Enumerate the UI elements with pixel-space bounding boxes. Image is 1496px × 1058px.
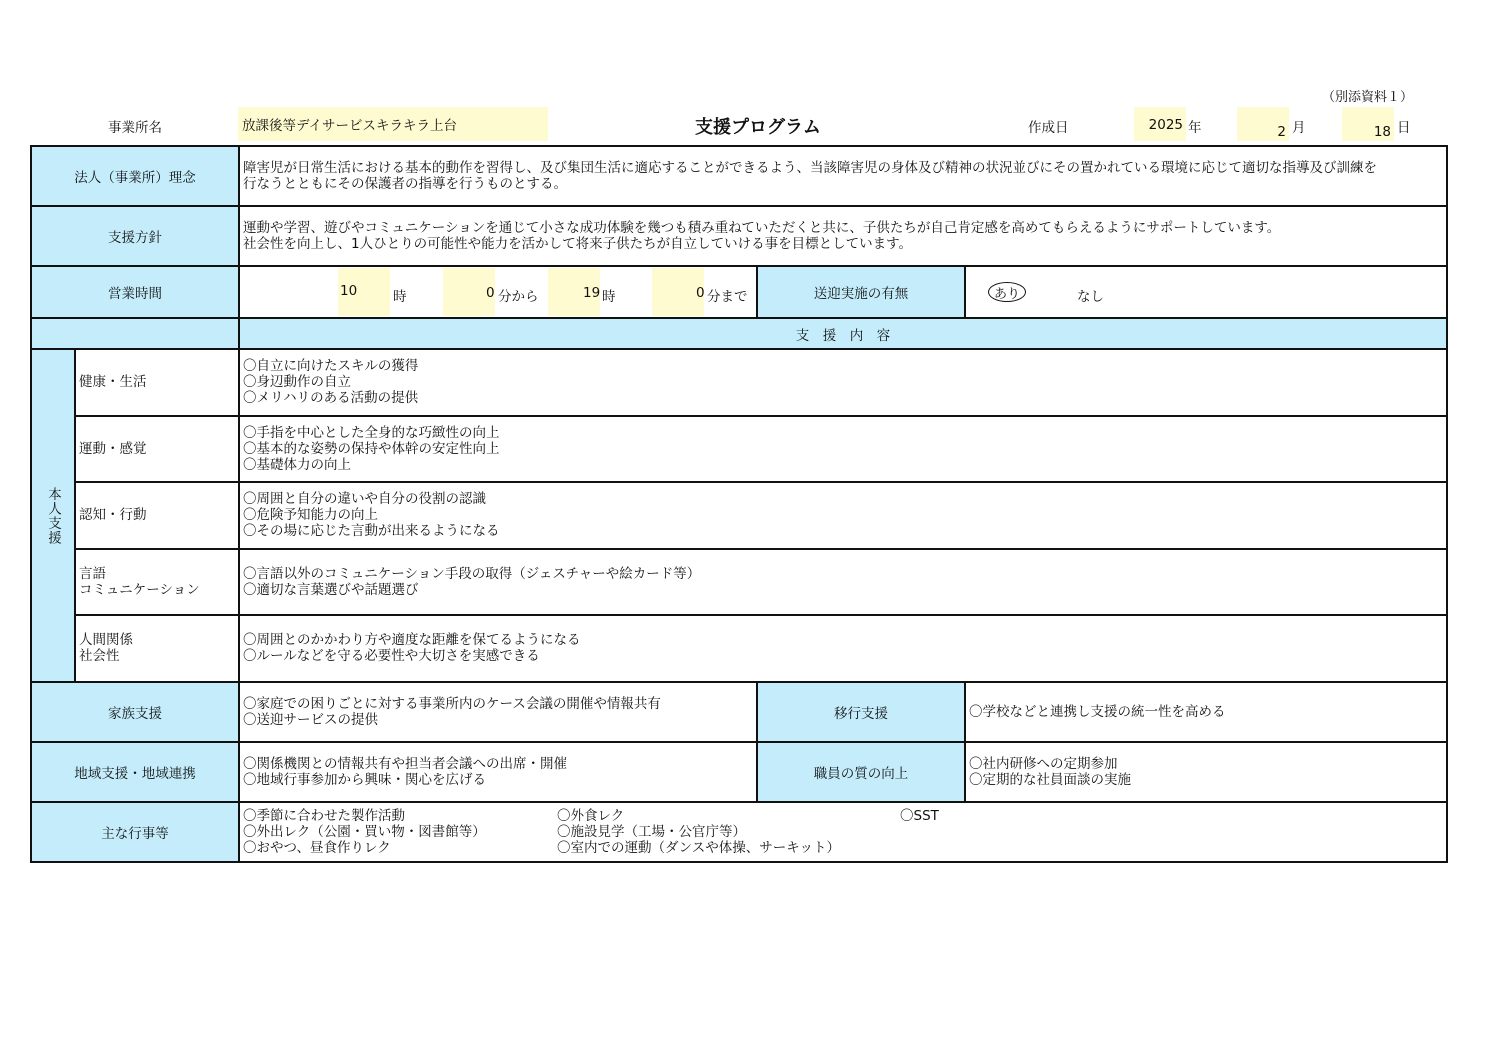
day-unit: 日 [1397,120,1411,136]
philosophy-label: 法人（事業所）理念 [74,170,196,186]
content-header-left-bg [31,318,239,349]
events-col3: 〇SST [900,808,939,824]
support-content-header: 支 援 内 容 [795,327,891,344]
hour-unit: 時 [393,289,407,305]
created-day-value: 18 [1373,124,1391,140]
office-label: 事業所名 [108,120,162,136]
personal-row-text: 〇自立に向けたスキルの獲得 〇身辺動作の自立 〇メリハリのある活動の提供 [243,358,419,406]
personal-row-label: 健康・生活 [79,374,147,390]
personal-row-label: 人間関係 社会性 [79,632,133,664]
personal-row-label: 認知・行動 [79,507,147,523]
community-support-label: 地域支援・地域連携 [74,766,196,782]
family-support-label: 家族支援 [108,706,162,722]
personal-support-label [31,349,75,682]
hours-label: 営業時間 [108,286,162,302]
community-support-text: 〇関係機関との情報共有や担当者会議への出席・開催 〇地域行事参加から興味・関心を広げる [243,756,567,788]
staff-quality-text: 〇社内研修への定期参加 〇定期的な社員面談の実施 [969,756,1131,788]
transport-yes-option[interactable] [988,282,1026,302]
created-month [1237,107,1289,141]
transport-yes-label: あり [993,286,1020,302]
personal-row-text: 〇周囲とのかかわり方や適度な距離を保てるようになる 〇ルールなどを守る必要性や大切さを実感できる [243,632,581,664]
transport-label: 送迎実施の有無 [813,286,909,302]
events-label: 主な行事等 [101,826,169,842]
from-unit: 分から [498,289,539,305]
office-name: 放課後等デイサービスキラキラ上台 [238,107,548,141]
events-col1: 〇季節に合わせた製作活動 〇外出レク（公園・買い物・図書館等） 〇おやつ、昼食作りレク [243,808,486,856]
start-min: 0 [486,285,495,301]
created-month-value: 2 [1277,124,1286,140]
transition-support-text: 〇学校などと連携し支援の統一性を高める [969,704,1226,720]
end-min: 0 [696,285,705,301]
created-year [1134,107,1186,141]
personal-row-text: 〇手指を中心とした全身的な巧緻性の向上 〇基本的な姿勢の保持や体幹の安定性向上 〇基礎体力の向上 [243,425,500,473]
until-unit: 分まで [707,289,748,305]
staff-quality-label: 職員の質の向上 [813,766,909,782]
family-support-text: 〇家庭での困りごとに対する事業所内のケース会議の開催や情報共有 〇送迎サービスの提供 [243,696,661,728]
created-day [1342,107,1394,141]
created-year-value: 2025 [1148,117,1183,133]
personal-row-text: 〇周囲と自分の違いや自分の役割の認識 〇危険予知能力の向上 〇その場に応じた言動が出来るようになる [243,491,500,539]
philosophy-text: 障害児が日常生活における基本的動作を習得し、及び集団生活に適応することができるよう、当該障害児の身体及び精神の状況並びにその置かれている環境に応じて適切な指導及び訓練を 行なうとともにその保護者の指導を行うものとする。 [243,160,1377,192]
policy-label: 支援方針 [108,230,162,246]
start-hour: 10 [340,283,358,299]
page-title: 支援プログラム [695,117,821,138]
end-hour: 19 [583,285,601,301]
personal-row-label: 運動・感覚 [79,441,147,457]
attachment-note: （別添資料１） [1322,90,1414,105]
year-unit: 年 [1188,120,1202,136]
policy-text: 運動や学習、遊びやコミュニケーションを通じて小さな成功体験を幾つも積み重ねていただくと共に、子供たちが自己肯定感を高めてもらえるようにサポートしています。 社会性を向上し、1人ひとりの可能性や能力を活かして将来子供たちが自立していける事を目標としています。 [243,220,1281,252]
personal-row-text: 〇言語以外のコミュニケーション手段の取得（ジェスチャーや絵カード等） 〇適切な言葉選びや話題選び [243,566,701,598]
events-col2: 〇外食レク 〇施設見学（工場・公官庁等） 〇室内での運動（ダンスや体操、サーキット） [557,808,840,856]
grid-line [1446,145,1448,863]
personal-support-label-text: 本人支援 [45,486,61,545]
created-label: 作成日 [1028,120,1069,136]
transition-support-label: 移行支援 [834,706,888,722]
month-unit: 月 [1292,120,1306,136]
transport-no-option[interactable]: なし [1077,289,1104,305]
personal-row-label: 言語 コミュニケーション [79,566,200,598]
hour-unit-2: 時 [602,289,616,305]
